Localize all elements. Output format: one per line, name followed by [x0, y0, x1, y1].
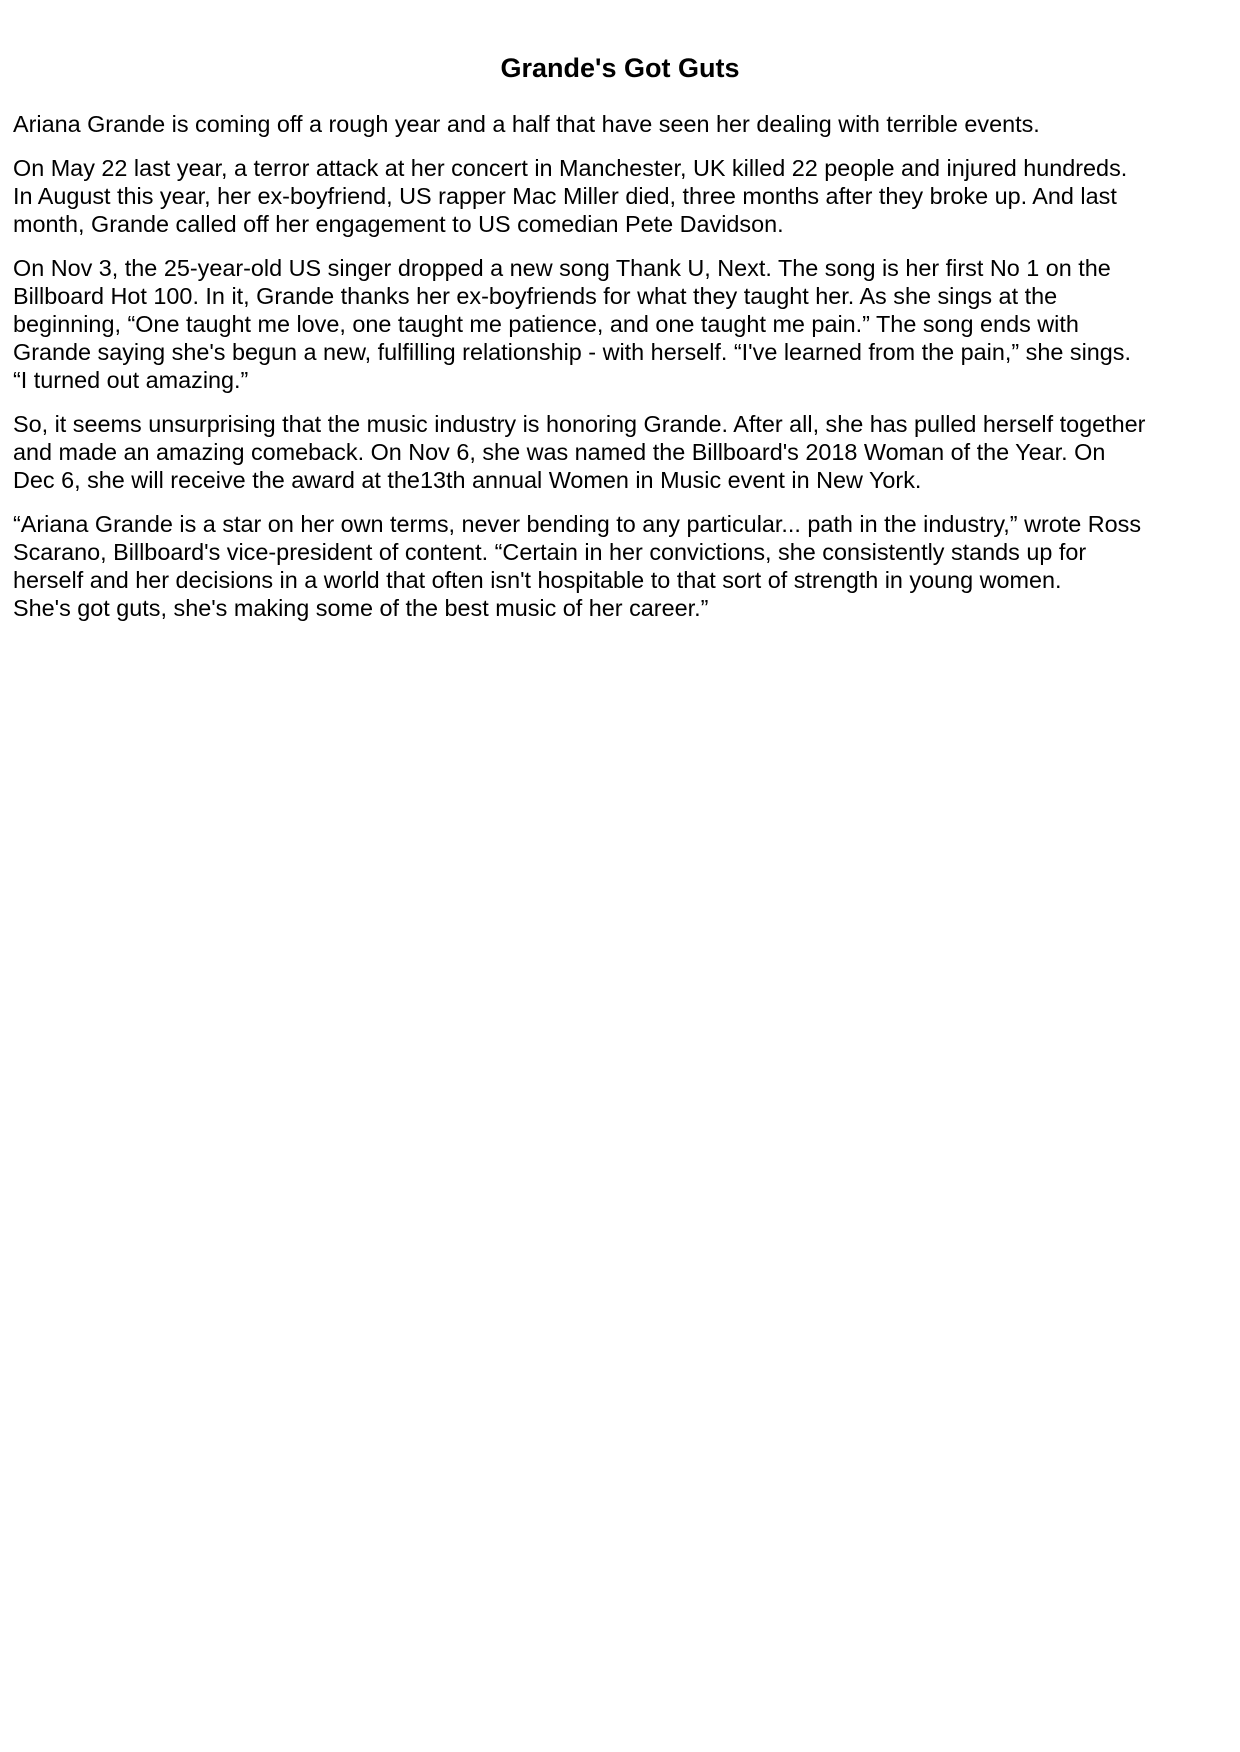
page-title: Grande's Got Guts — [500, 53, 740, 83]
paragraph-1: Ariana Grande is coming off a rough year and a half that have seen her dealing with terrible events. — [13, 111, 1040, 137]
paragraph-3: On Nov 3, the 25-year-old US singer dropped a new song Thank U, Next. The song is her first No 1 on the Billboard Hot 100. In it, Grande thanks her ex-boyfriends for what they taught her. As she sings at the beginning, “One taught me love, one taught me patience, and one taught me pain.” The song ends with Grande saying she's begun a new, fulfilling relationship - with herself. “I've learned from the pain,” she sings. “I turned out amazing.” — [13, 255, 1131, 393]
paragraph-5: “Ariana Grande is a star on her own terms, never bending to any particular... path in the industry,” wrote Ross Scarano, Billboard's vice-president of content. “Certain in her convictions, she consistently stands up for herself and her decisions in a world that often isn't hospitable to that sort of strength in young women. She's got guts, she's making some of the best music of her career.” — [13, 511, 1142, 621]
paragraph-2: On May 22 last year, a terror attack at her concert in Manchester, UK killed 22 people and injured hundreds. In August this year, her ex-boyfriend, US rapper Mac Miller died, three months after they broke up. And last month, Grande called off her engagement to US comedian Pete Davidson. — [13, 155, 1128, 237]
article-body — [13, 110, 1228, 622]
paragraph-4: So, it seems unsurprising that the music industry is honoring Grande. After all, she has pulled herself together and made an amazing comeback. On Nov 6, she was named the Billboard's 2018 Woman of the Year. On Dec 6, she will receive the award at the13th annual Women in Music event in New York. — [13, 411, 1146, 493]
